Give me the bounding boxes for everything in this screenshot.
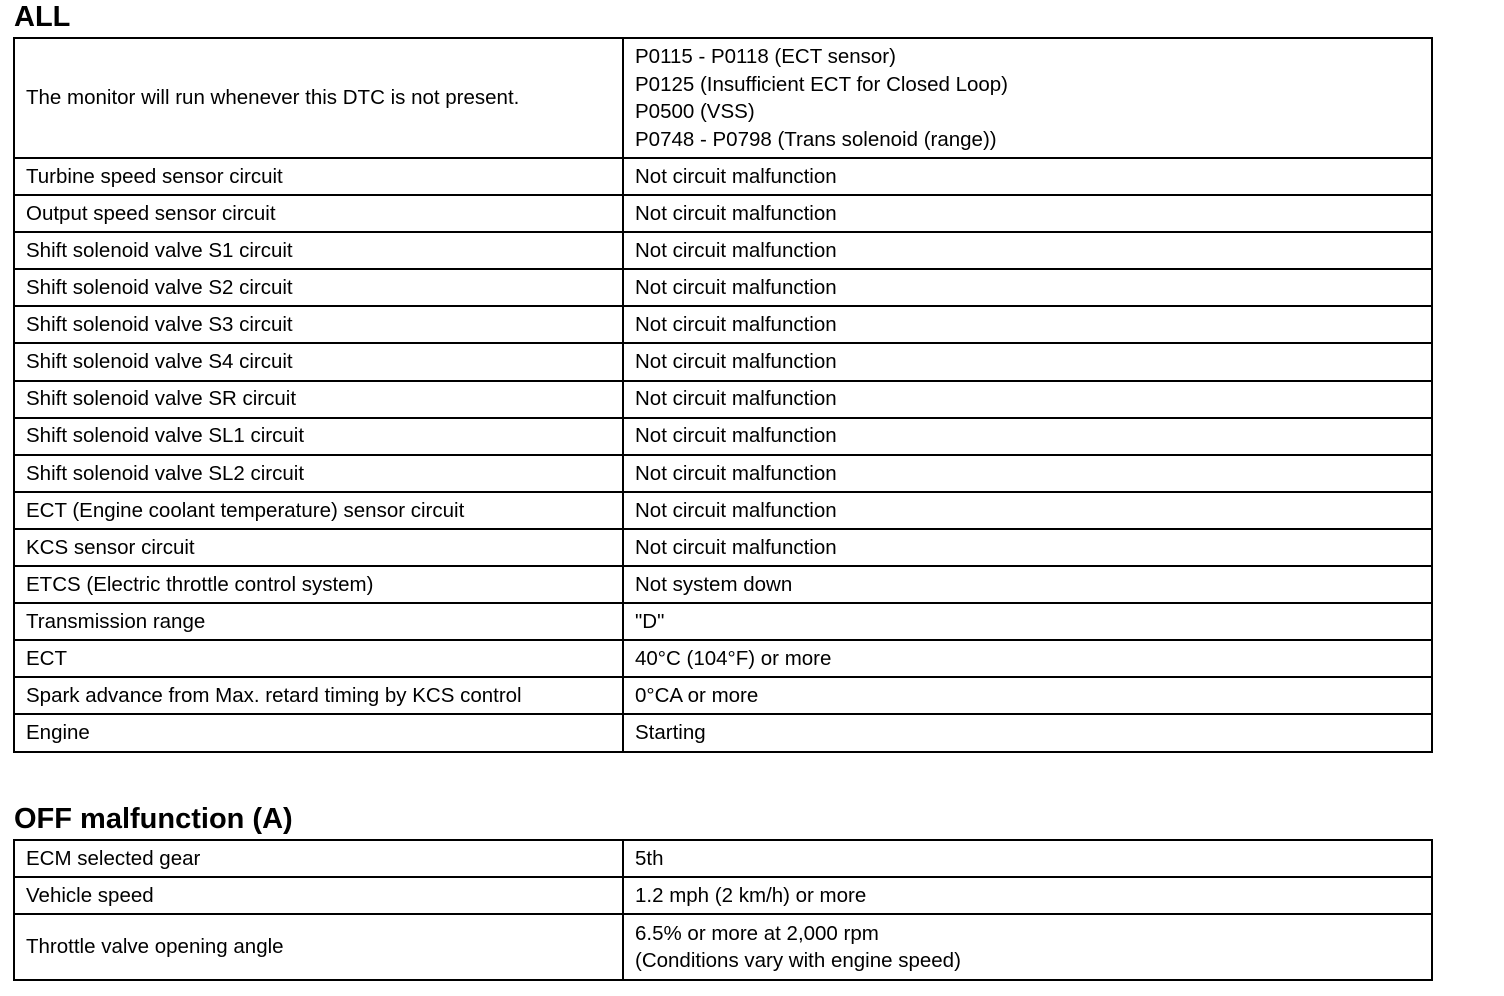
table-row (14, 381, 1432, 418)
table-row (14, 232, 1432, 269)
value-cell: Not circuit malfunction (623, 529, 1432, 566)
table-row (14, 640, 1432, 677)
table-row (14, 603, 1432, 640)
condition-cell: Spark advance from Max. retard timing by KCS control (14, 677, 623, 714)
conditions-table-all (13, 37, 1433, 753)
condition-cell: Throttle valve opening angle (14, 914, 623, 980)
table-row (14, 714, 1432, 751)
conditions-table-off-malfunction (13, 839, 1433, 981)
condition-cell: Shift solenoid valve S4 circuit (14, 343, 623, 380)
value-cell: 0°CA or more (623, 677, 1432, 714)
value-line: P0748 - P0798 (Trans solenoid (range)) (635, 127, 997, 151)
value-cell (623, 914, 1432, 980)
value-cell: Not circuit malfunction (623, 455, 1432, 492)
value-line: P0500 (VSS) (635, 100, 755, 123)
value-cell: Not system down (623, 566, 1432, 603)
condition-cell: Turbine speed sensor circuit (14, 158, 623, 195)
section-title-all: ALL (14, 1, 71, 33)
condition-cell: ECT (Engine coolant temperature) sensor circuit (14, 492, 623, 529)
table-row (14, 914, 1432, 980)
condition-cell: Shift solenoid valve SL2 circuit (14, 455, 623, 492)
value-cell: Not circuit malfunction (623, 306, 1432, 343)
table-row (14, 492, 1432, 529)
table-row (14, 306, 1432, 343)
value-cell (623, 38, 1432, 158)
condition-cell: Shift solenoid valve SL1 circuit (14, 418, 623, 455)
value-cell: Not circuit malfunction (623, 269, 1432, 306)
condition-cell: KCS sensor circuit (14, 529, 623, 566)
value-cell: Not circuit malfunction (623, 492, 1432, 529)
table-row (14, 38, 1432, 158)
value-cell: Not circuit malfunction (623, 195, 1432, 232)
value-cell: Not circuit malfunction (623, 158, 1432, 195)
condition-cell: Vehicle speed (14, 877, 623, 914)
table-row (14, 455, 1432, 492)
value-cell: Not circuit malfunction (623, 232, 1432, 269)
table-row (14, 529, 1432, 566)
value-cell: 1.2 mph (2 km/h) or more (623, 877, 1432, 914)
table-row (14, 195, 1432, 232)
condition-cell: ETCS (Electric throttle control system) (14, 566, 623, 603)
table-row (14, 158, 1432, 195)
value-cell: Not circuit malfunction (623, 381, 1432, 418)
value-cell: 40°C (104°F) or more (623, 640, 1432, 677)
value-cell: 5th (623, 840, 1432, 877)
conditions-table-off-malfunction-body (14, 840, 1432, 980)
table-row (14, 269, 1432, 306)
section-title-off-malfunction: OFF malfunction (A) (14, 803, 293, 835)
table-row (14, 566, 1432, 603)
condition-cell: Engine (14, 714, 623, 751)
value-line: 6.5% or more at 2,000 rpm (635, 921, 879, 945)
table-row (14, 343, 1432, 380)
table-row (14, 877, 1432, 914)
condition-cell: Output speed sensor circuit (14, 195, 623, 232)
table-row (14, 677, 1432, 714)
condition-cell: The monitor will run whenever this DTC is not present. (14, 38, 623, 158)
value-cell: Starting (623, 714, 1432, 751)
value-line: P0115 - P0118 (ECT sensor) (635, 45, 896, 68)
condition-cell: Shift solenoid valve S3 circuit (14, 306, 623, 343)
conditions-table-all-body (14, 38, 1432, 752)
condition-cell: ECT (14, 640, 623, 677)
condition-cell: Shift solenoid valve SR circuit (14, 381, 623, 418)
condition-cell: Shift solenoid valve S1 circuit (14, 232, 623, 269)
condition-cell: Transmission range (14, 603, 623, 640)
table-row (14, 840, 1432, 877)
table-row (14, 418, 1432, 455)
value-line: (Conditions vary with engine speed) (635, 949, 961, 972)
value-line: P0125 (Insufficient ECT for Closed Loop) (635, 72, 1009, 96)
condition-cell: Shift solenoid valve S2 circuit (14, 269, 623, 306)
condition-cell: ECM selected gear (14, 840, 623, 877)
value-cell: "D" (623, 603, 1432, 640)
value-cell: Not circuit malfunction (623, 343, 1432, 380)
value-cell: Not circuit malfunction (623, 418, 1432, 455)
